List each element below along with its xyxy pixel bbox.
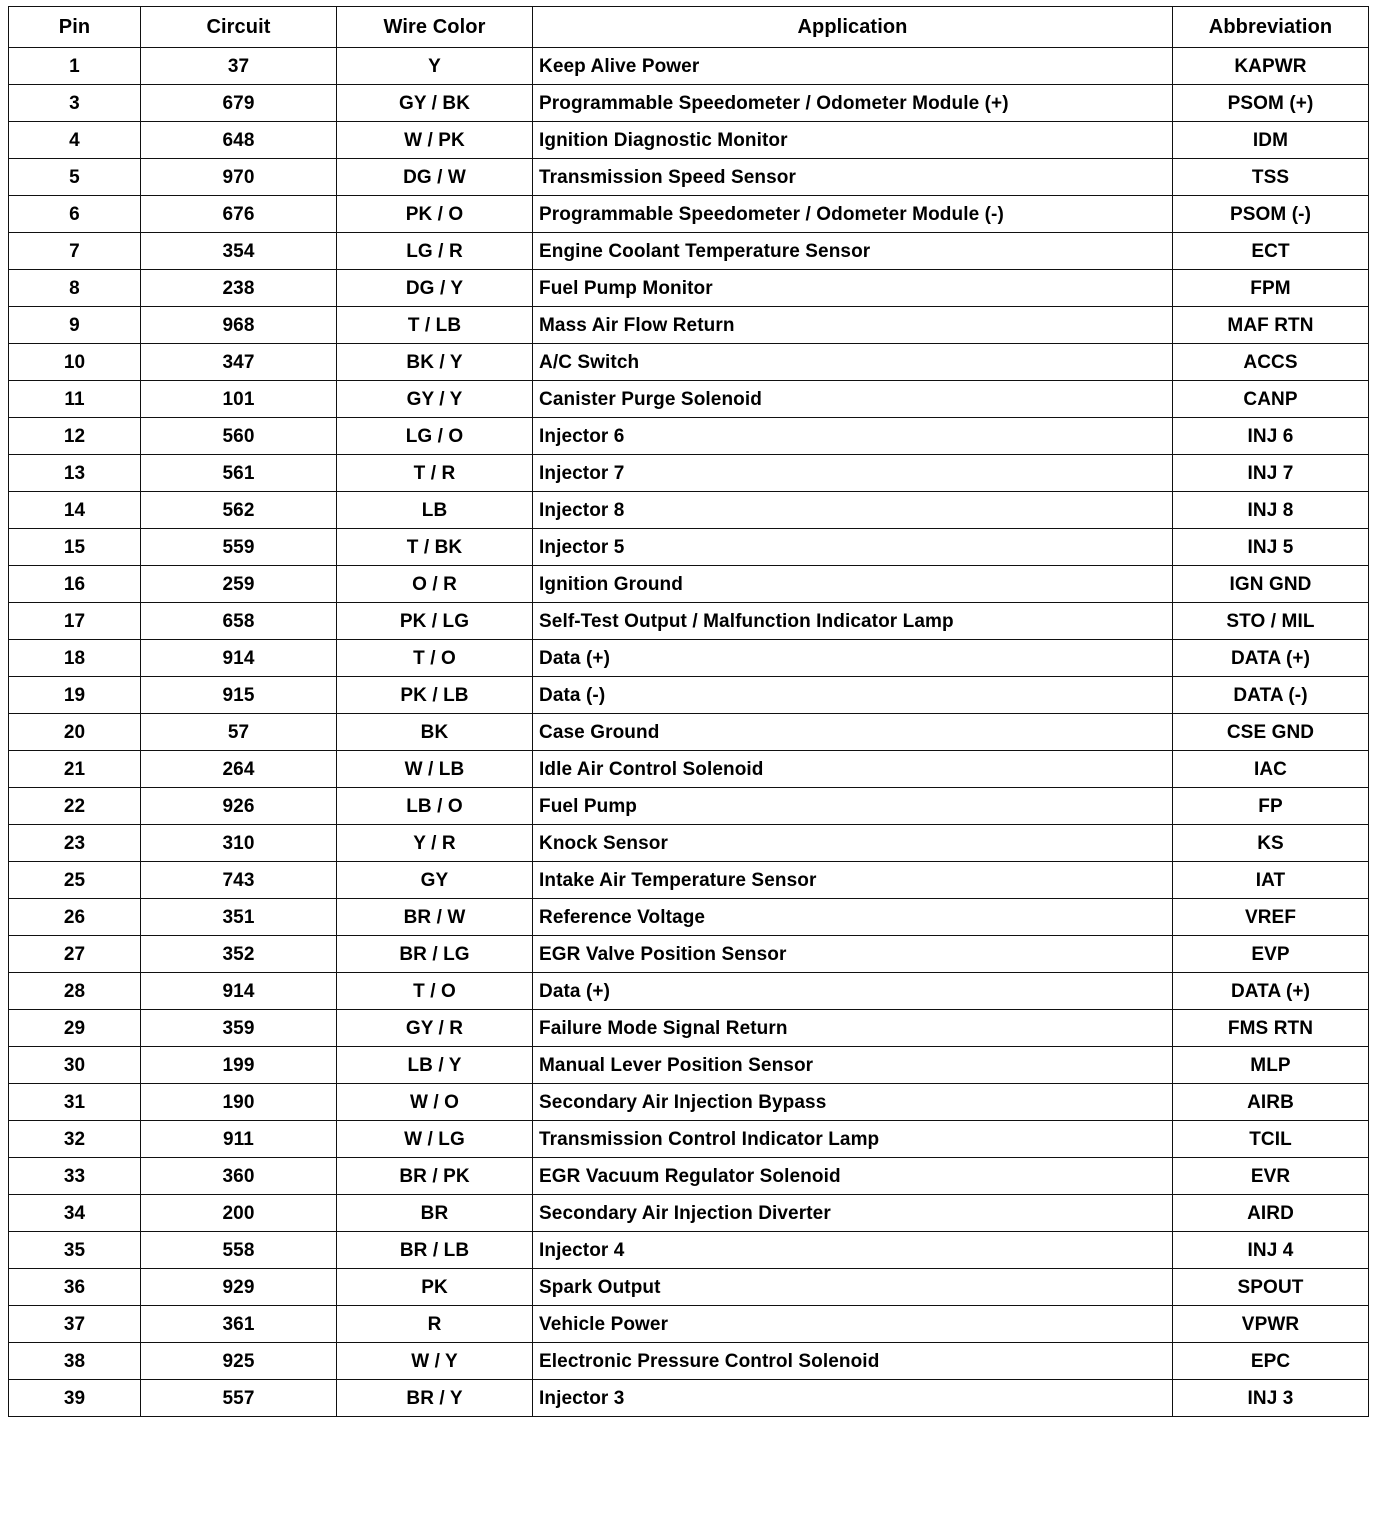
cell-abbreviation: CSE GND: [1173, 714, 1369, 751]
cell-wire-color: BR / PK: [337, 1158, 533, 1195]
cell-pin: 12: [9, 418, 141, 455]
table-row: [9, 418, 1369, 455]
cell-wire-color: Y / R: [337, 825, 533, 862]
table-row: [9, 936, 1369, 973]
table-row: [9, 1121, 1369, 1158]
table-row: [9, 1158, 1369, 1195]
cell-abbreviation: TSS: [1173, 159, 1369, 196]
cell-pin: 19: [9, 677, 141, 714]
cell-wire-color: BR / W: [337, 899, 533, 936]
cell-application: Data (-): [533, 677, 1173, 714]
cell-application: Injector 7: [533, 455, 1173, 492]
cell-pin: 18: [9, 640, 141, 677]
table-row: [9, 529, 1369, 566]
cell-abbreviation: ECT: [1173, 233, 1369, 270]
cell-abbreviation: PSOM (+): [1173, 85, 1369, 122]
table-row: [9, 1195, 1369, 1232]
table-row: [9, 677, 1369, 714]
cell-abbreviation: FPM: [1173, 270, 1369, 307]
cell-circuit: 359: [141, 1010, 337, 1047]
cell-circuit: 914: [141, 973, 337, 1010]
cell-application: Injector 8: [533, 492, 1173, 529]
cell-abbreviation: EPC: [1173, 1343, 1369, 1380]
cell-pin: 34: [9, 1195, 141, 1232]
cell-abbreviation: IDM: [1173, 122, 1369, 159]
cell-pin: 13: [9, 455, 141, 492]
cell-application: Intake Air Temperature Sensor: [533, 862, 1173, 899]
cell-wire-color: T / BK: [337, 529, 533, 566]
cell-abbreviation: IAC: [1173, 751, 1369, 788]
cell-wire-color: LB / Y: [337, 1047, 533, 1084]
cell-application: Idle Air Control Solenoid: [533, 751, 1173, 788]
cell-abbreviation: FP: [1173, 788, 1369, 825]
cell-application: Failure Mode Signal Return: [533, 1010, 1173, 1047]
cell-circuit: 743: [141, 862, 337, 899]
cell-wire-color: W / PK: [337, 122, 533, 159]
cell-circuit: 360: [141, 1158, 337, 1195]
table-row: [9, 381, 1369, 418]
table-row: [9, 344, 1369, 381]
cell-pin: 7: [9, 233, 141, 270]
cell-application: Fuel Pump Monitor: [533, 270, 1173, 307]
cell-pin: 11: [9, 381, 141, 418]
cell-wire-color: DG / Y: [337, 270, 533, 307]
cell-application: Injector 4: [533, 1232, 1173, 1269]
cell-circuit: 57: [141, 714, 337, 751]
cell-wire-color: T / LB: [337, 307, 533, 344]
column-header-pin: Pin: [9, 7, 141, 48]
cell-circuit: 676: [141, 196, 337, 233]
pinout-table: [8, 6, 1369, 1417]
cell-pin: 25: [9, 862, 141, 899]
cell-abbreviation: EVR: [1173, 1158, 1369, 1195]
cell-circuit: 968: [141, 307, 337, 344]
cell-pin: 9: [9, 307, 141, 344]
cell-pin: 16: [9, 566, 141, 603]
cell-wire-color: W / O: [337, 1084, 533, 1121]
cell-circuit: 354: [141, 233, 337, 270]
cell-abbreviation: IAT: [1173, 862, 1369, 899]
cell-abbreviation: FMS RTN: [1173, 1010, 1369, 1047]
cell-wire-color: BR: [337, 1195, 533, 1232]
cell-circuit: 911: [141, 1121, 337, 1158]
cell-wire-color: LG / O: [337, 418, 533, 455]
column-header-circuit: Circuit: [141, 7, 337, 48]
cell-pin: 10: [9, 344, 141, 381]
cell-abbreviation: VPWR: [1173, 1306, 1369, 1343]
cell-circuit: 914: [141, 640, 337, 677]
cell-wire-color: GY: [337, 862, 533, 899]
cell-circuit: 679: [141, 85, 337, 122]
table-row: [9, 85, 1369, 122]
cell-circuit: 352: [141, 936, 337, 973]
cell-application: Vehicle Power: [533, 1306, 1173, 1343]
cell-application: Fuel Pump: [533, 788, 1173, 825]
cell-circuit: 562: [141, 492, 337, 529]
cell-application: Programmable Speedometer / Odometer Module (+): [533, 85, 1173, 122]
cell-pin: 36: [9, 1269, 141, 1306]
cell-abbreviation: MAF RTN: [1173, 307, 1369, 344]
cell-abbreviation: INJ 4: [1173, 1232, 1369, 1269]
cell-wire-color: BR / LG: [337, 936, 533, 973]
table-header-row: [9, 7, 1369, 48]
cell-wire-color: LG / R: [337, 233, 533, 270]
cell-application: Reference Voltage: [533, 899, 1173, 936]
cell-pin: 37: [9, 1306, 141, 1343]
cell-abbreviation: CANP: [1173, 381, 1369, 418]
cell-circuit: 929: [141, 1269, 337, 1306]
cell-wire-color: GY / BK: [337, 85, 533, 122]
table-row: [9, 1047, 1369, 1084]
table-row: [9, 1343, 1369, 1380]
cell-circuit: 199: [141, 1047, 337, 1084]
cell-pin: 38: [9, 1343, 141, 1380]
cell-pin: 27: [9, 936, 141, 973]
table-row: [9, 788, 1369, 825]
cell-abbreviation: STO / MIL: [1173, 603, 1369, 640]
cell-circuit: 557: [141, 1380, 337, 1417]
cell-abbreviation: DATA (+): [1173, 973, 1369, 1010]
cell-pin: 17: [9, 603, 141, 640]
table-row: [9, 899, 1369, 936]
cell-abbreviation: VREF: [1173, 899, 1369, 936]
cell-pin: 8: [9, 270, 141, 307]
table-row: [9, 270, 1369, 307]
cell-circuit: 926: [141, 788, 337, 825]
cell-pin: 30: [9, 1047, 141, 1084]
table-row: [9, 973, 1369, 1010]
cell-pin: 33: [9, 1158, 141, 1195]
cell-application: Data (+): [533, 640, 1173, 677]
cell-circuit: 558: [141, 1232, 337, 1269]
cell-abbreviation: EVP: [1173, 936, 1369, 973]
cell-abbreviation: AIRD: [1173, 1195, 1369, 1232]
table-row: [9, 640, 1369, 677]
table-row: [9, 862, 1369, 899]
table-row: [9, 48, 1369, 85]
table-row: [9, 196, 1369, 233]
cell-wire-color: PK / O: [337, 196, 533, 233]
cell-circuit: 561: [141, 455, 337, 492]
cell-wire-color: LB / O: [337, 788, 533, 825]
cell-circuit: 264: [141, 751, 337, 788]
table-row: [9, 566, 1369, 603]
cell-wire-color: BR / LB: [337, 1232, 533, 1269]
table-row: [9, 825, 1369, 862]
table-row: [9, 751, 1369, 788]
cell-application: Injector 5: [533, 529, 1173, 566]
cell-wire-color: BK: [337, 714, 533, 751]
table-row: [9, 1232, 1369, 1269]
cell-wire-color: GY / Y: [337, 381, 533, 418]
cell-application: Engine Coolant Temperature Sensor: [533, 233, 1173, 270]
cell-circuit: 560: [141, 418, 337, 455]
cell-circuit: 361: [141, 1306, 337, 1343]
cell-circuit: 310: [141, 825, 337, 862]
cell-abbreviation: KS: [1173, 825, 1369, 862]
cell-wire-color: PK / LB: [337, 677, 533, 714]
cell-abbreviation: MLP: [1173, 1047, 1369, 1084]
table-row: [9, 233, 1369, 270]
column-header-wire-color: Wire Color: [337, 7, 533, 48]
cell-pin: 32: [9, 1121, 141, 1158]
cell-wire-color: GY / R: [337, 1010, 533, 1047]
table-header: [9, 7, 1369, 48]
cell-abbreviation: PSOM (-): [1173, 196, 1369, 233]
cell-pin: 3: [9, 85, 141, 122]
cell-application: Self-Test Output / Malfunction Indicator Lamp: [533, 603, 1173, 640]
cell-pin: 39: [9, 1380, 141, 1417]
cell-wire-color: BK / Y: [337, 344, 533, 381]
cell-circuit: 200: [141, 1195, 337, 1232]
cell-application: Case Ground: [533, 714, 1173, 751]
cell-application: A/C Switch: [533, 344, 1173, 381]
column-header-abbreviation: Abbreviation: [1173, 7, 1369, 48]
cell-pin: 31: [9, 1084, 141, 1121]
cell-application: Injector 6: [533, 418, 1173, 455]
cell-pin: 1: [9, 48, 141, 85]
cell-pin: 23: [9, 825, 141, 862]
cell-abbreviation: TCIL: [1173, 1121, 1369, 1158]
cell-wire-color: R: [337, 1306, 533, 1343]
table-row: [9, 714, 1369, 751]
cell-application: Manual Lever Position Sensor: [533, 1047, 1173, 1084]
cell-application: Electronic Pressure Control Solenoid: [533, 1343, 1173, 1380]
cell-abbreviation: INJ 3: [1173, 1380, 1369, 1417]
cell-circuit: 238: [141, 270, 337, 307]
cell-application: EGR Valve Position Sensor: [533, 936, 1173, 973]
cell-application: Keep Alive Power: [533, 48, 1173, 85]
cell-wire-color: LB: [337, 492, 533, 529]
cell-application: Transmission Speed Sensor: [533, 159, 1173, 196]
cell-pin: 26: [9, 899, 141, 936]
cell-pin: 6: [9, 196, 141, 233]
cell-application: Injector 3: [533, 1380, 1173, 1417]
cell-abbreviation: SPOUT: [1173, 1269, 1369, 1306]
cell-pin: 29: [9, 1010, 141, 1047]
table-row: [9, 1010, 1369, 1047]
cell-pin: 4: [9, 122, 141, 159]
table-row: [9, 1269, 1369, 1306]
cell-abbreviation: IGN GND: [1173, 566, 1369, 603]
table-row: [9, 307, 1369, 344]
table-body: [9, 48, 1369, 1417]
cell-circuit: 37: [141, 48, 337, 85]
cell-abbreviation: ACCS: [1173, 344, 1369, 381]
cell-circuit: 559: [141, 529, 337, 566]
table-row: [9, 492, 1369, 529]
cell-wire-color: Y: [337, 48, 533, 85]
cell-wire-color: DG / W: [337, 159, 533, 196]
cell-abbreviation: INJ 8: [1173, 492, 1369, 529]
cell-application: Spark Output: [533, 1269, 1173, 1306]
cell-abbreviation: INJ 6: [1173, 418, 1369, 455]
table-row: [9, 603, 1369, 640]
table-row: [9, 1306, 1369, 1343]
cell-wire-color: W / LB: [337, 751, 533, 788]
cell-pin: 15: [9, 529, 141, 566]
cell-application: Mass Air Flow Return: [533, 307, 1173, 344]
cell-wire-color: T / O: [337, 973, 533, 1010]
cell-abbreviation: INJ 7: [1173, 455, 1369, 492]
cell-application: Knock Sensor: [533, 825, 1173, 862]
cell-circuit: 351: [141, 899, 337, 936]
cell-circuit: 915: [141, 677, 337, 714]
cell-circuit: 658: [141, 603, 337, 640]
column-header-application: Application: [533, 7, 1173, 48]
cell-pin: 21: [9, 751, 141, 788]
cell-abbreviation: KAPWR: [1173, 48, 1369, 85]
cell-pin: 14: [9, 492, 141, 529]
cell-application: Ignition Diagnostic Monitor: [533, 122, 1173, 159]
cell-wire-color: T / O: [337, 640, 533, 677]
cell-circuit: 347: [141, 344, 337, 381]
cell-pin: 28: [9, 973, 141, 1010]
cell-abbreviation: DATA (+): [1173, 640, 1369, 677]
table-row: [9, 122, 1369, 159]
cell-pin: 22: [9, 788, 141, 825]
cell-application: Data (+): [533, 973, 1173, 1010]
cell-wire-color: O / R: [337, 566, 533, 603]
cell-circuit: 259: [141, 566, 337, 603]
cell-wire-color: PK: [337, 1269, 533, 1306]
cell-application: Transmission Control Indicator Lamp: [533, 1121, 1173, 1158]
cell-circuit: 925: [141, 1343, 337, 1380]
cell-abbreviation: INJ 5: [1173, 529, 1369, 566]
cell-wire-color: W / LG: [337, 1121, 533, 1158]
cell-wire-color: W / Y: [337, 1343, 533, 1380]
cell-application: Canister Purge Solenoid: [533, 381, 1173, 418]
cell-application: Ignition Ground: [533, 566, 1173, 603]
table-row: [9, 1084, 1369, 1121]
table-row: [9, 1380, 1369, 1417]
cell-circuit: 190: [141, 1084, 337, 1121]
cell-circuit: 648: [141, 122, 337, 159]
cell-circuit: 101: [141, 381, 337, 418]
table-row: [9, 159, 1369, 196]
cell-pin: 5: [9, 159, 141, 196]
cell-pin: 35: [9, 1232, 141, 1269]
cell-abbreviation: AIRB: [1173, 1084, 1369, 1121]
cell-pin: 20: [9, 714, 141, 751]
cell-application: Secondary Air Injection Bypass: [533, 1084, 1173, 1121]
cell-application: EGR Vacuum Regulator Solenoid: [533, 1158, 1173, 1195]
cell-application: Programmable Speedometer / Odometer Module (-): [533, 196, 1173, 233]
table-row: [9, 455, 1369, 492]
cell-abbreviation: DATA (-): [1173, 677, 1369, 714]
cell-wire-color: BR / Y: [337, 1380, 533, 1417]
cell-wire-color: PK / LG: [337, 603, 533, 640]
cell-wire-color: T / R: [337, 455, 533, 492]
cell-circuit: 970: [141, 159, 337, 196]
cell-application: Secondary Air Injection Diverter: [533, 1195, 1173, 1232]
